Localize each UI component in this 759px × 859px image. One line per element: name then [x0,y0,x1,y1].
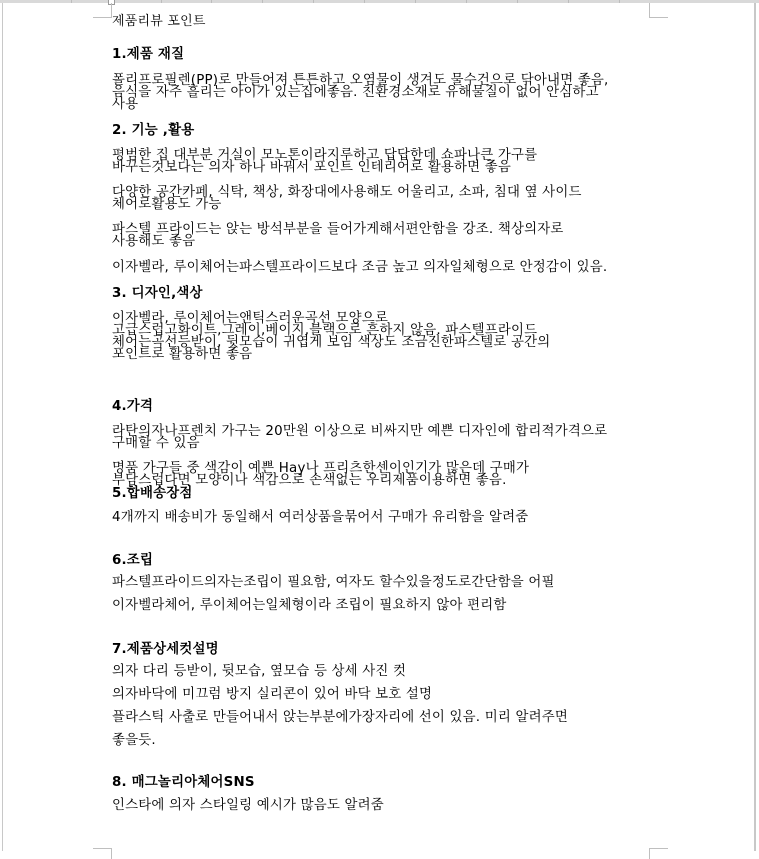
margin-corner-bottom-right [649,848,668,859]
paragraph-line: 4개까지 배송비가 동일해서 여러상품을묶어서 구매가 유리함을 알려줌 [112,510,529,525]
ruler-tick [71,0,72,3]
paragraph-line: 체어로활용도 가능 [112,197,222,212]
paragraph-line: 의자 다리 등받이, 뒷모습, 옆모습 등 상세 사진 컷 [112,664,407,679]
paragraph-line: 부담스럽다면 모양이나 색감으로 손색없는 우리제품이용하면 좋음. [112,473,507,488]
paragraph-line: 좋을듯. [112,733,156,748]
ruler-tick [568,0,569,3]
page-edge-right [754,3,756,851]
paragraph-line: 이자벨라체어, 루이체어는일체형이라 조립이 필요하지 않아 편리함 [112,598,507,613]
paragraph-line: 음식을 자주 흘리는 아이가 있는집에좋음. 친환경소재로 유해물질이 없어 안심하고 [112,85,599,100]
ruler-tick [262,0,263,3]
paragraph-line: 포인트로 활용하면 좋음 [112,347,253,362]
paragraph-line: 파스텔프라이드의자는조립이 필요함, 여자도 할수있을정도로간단함을 어필 [112,575,555,590]
section-heading-shipping: 5.합배송장점 [112,486,193,501]
ruler-tick [364,0,365,3]
paragraph-line: 이자벨라, 루이체어는파스텔프라이드보다 조금 높고 의자일체형으로 안정감이 있음. [112,260,608,275]
section-heading-material: 1.제품 재질 [112,47,185,62]
margin-corner-top-left [93,3,112,18]
ruler-tick [466,0,467,3]
paragraph-line: 체어는곡선등받이, 뒷모습이 귀엽게 보임 색상도 조금진한파스텔로 공간의 [112,335,551,350]
paragraph-line: 라탄의자나프렌치 가구는 20만원 이상으로 비싸지만 예쁜 디자인에 합리적가격으로 [112,424,608,439]
paragraph-line: 의자바닥에 미끄럼 방지 실리콘이 있어 바닥 보호 설명 [112,687,433,702]
paragraph-line: 명품 가구들 중 색감이 예쁜 Hay나 프리츠한센이인기가 많은데 구매가 [112,461,530,476]
margin-corner-top-right [649,3,668,18]
ruler-tick [211,0,212,3]
paragraph-line: 이자벨라, 루이체어는앤틱스러운곡선 모양으로 [112,311,389,326]
section-heading-function: 2. 기능 ,활용 [112,123,195,138]
ruler-tick [161,0,162,3]
paragraph-line: 폴리프로필렌(PP)로 만들어져 튼튼하고 오염물이 생겨도 물수건으로 닦아내면 좋음, [112,73,609,88]
ruler-tick [517,0,518,3]
paragraph-line: 바꾸는것보다는 의자 하나 바꿔서 포인트 인테리어로 활용하면 좋음 [112,160,511,175]
paragraph-line: 사용 [112,97,139,112]
paragraph-line: 다양한 공간카페, 식탁, 책상, 화장대에사용해도 어울리고, 소파, 침대 옆 사이드 [112,185,582,200]
ruler-tick [619,0,620,3]
paragraph-line: 고급스럽고화이트,그레이,베이지,블랙으로 흔하지 않음. 파스텔프라이드 [112,323,538,338]
section-heading-design: 3. 디자인,색상 [112,286,203,301]
page-edge-left [2,3,3,851]
paragraph-line: 구매할 수 있음 [112,436,200,451]
ruler-tick [313,0,314,3]
section-heading-sns: 8. 매그놀리아체어SNS [112,775,255,790]
margin-corner-bottom-left [93,848,112,859]
section-heading-assembly: 6.조립 [112,553,154,568]
paragraph-line: 사용해도 좋음 [112,234,196,249]
ruler-tick [415,0,416,3]
paragraph-line: 플라스틱 사출로 만들어내서 앉는부분에가장자리에 선이 있음. 미리 알려주면 [112,710,568,725]
section-heading-price: 4.가격 [112,399,154,414]
section-heading-detail-shots: 7.제품상세컷설명 [112,642,219,657]
paragraph-line: 파스텔 프라이드는 앉는 방석부분을 들어가게해서편안함을 강조. 책상의자로 [112,222,564,237]
document-title: 제품리뷰 포인트 [112,14,206,29]
paragraph-line: 평범한 집 대부분 거실이 모노톤이라지루하고 답답한데 쇼파나큰 가구를 [112,148,538,163]
paragraph-line: 인스타에 의자 스타일링 예시가 많음도 알려줌 [112,798,384,813]
